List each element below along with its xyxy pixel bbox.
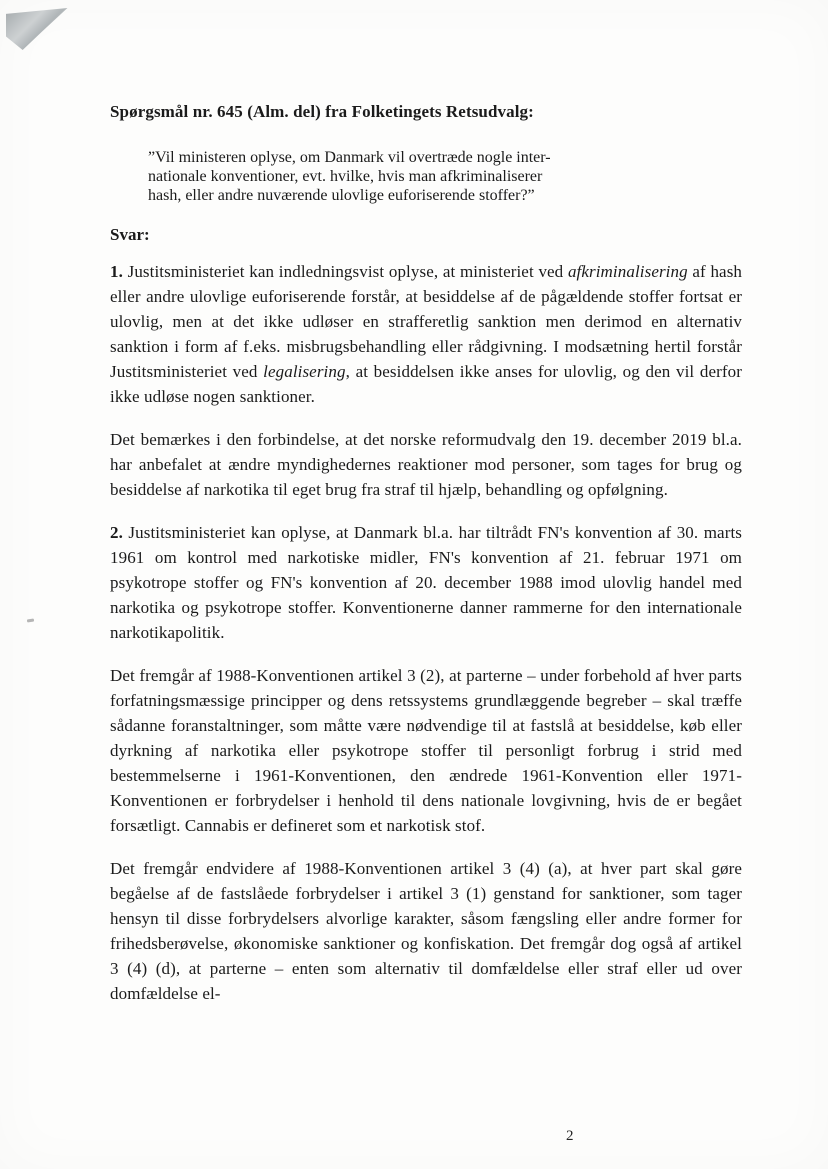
term-afkriminalisering: afkriminalisering (567, 262, 688, 281)
paragraph-3-text: Justitsministeriet kan oplyse, at Danmark bl.a. har tiltrådt FN's konvention af 30. marts 1961 om kontrol med narkotiske midler, FN's konvention af 21. februar 1971 om psykotrope stoffer og FN's konvention af 20. december 1988 imod ulovlig handel med narkotika og psykotrope stoffer. Konventionerne danner rammerne for den internationale narkotikapolitik. (110, 523, 742, 642)
quote-line-3: hash, eller andre nuværende ulovlige euforiserende stoffer?” (148, 187, 535, 204)
paragraph-5: Det fremgår endvidere af 1988-Konventionen artikel 3 (4) (a), at hver part skal gøre begåelse af de fastslåede forbrydelser i artikel 3 (1) genstand for sanktioner, som tager hensyn til disse forbrydelsers alvorlige karakter, såsom fængsling eller andre former for frihedsberøvelse, økonomiske sanktioner og konfiskation. Det fremgår dog også af artikel 3 (4) (d), at parterne – enten som alternativ til domfældelse eller straf eller ud over domfældelse el- (110, 859, 742, 1003)
paragraph-3-number: 2. (110, 523, 123, 542)
paragraph-1-text-b: af hash eller andre ulovlige euforiserende forstår, at besiddelse af de pågældende stoffer fortsat er ulovlig, men at det ikke udløser en strafferetlig sanktion men derimod en alternativ sanktion i form af f.eks. misbrugsbehandling eller rådgivning. I modsætning hertil forstår Justitsministeriet ved (110, 262, 743, 381)
document-content (110, 102, 742, 1024)
scan-artifact-corner-icon (6, 8, 70, 50)
paragraph-1-number: 1. (110, 262, 123, 281)
term-legalisering: legalisering (263, 362, 346, 381)
question-quote (148, 148, 638, 205)
paragraph-3 (110, 520, 742, 645)
question-heading: Spørgsmål nr. 645 (Alm. del) fra Folketingets Retsudvalg: (110, 102, 534, 121)
paragraph-1 (110, 259, 742, 409)
quote-line-2: nationale konventioner, evt. hvilke, hvis man afkriminaliserer (148, 168, 543, 185)
paragraph-2: Det bemærkes i den forbindelse, at det norske reformudvalg den 19. december 2019 bl.a. har anbefalet at ændre myndighedernes reaktioner mod personer, som tages for brug og besiddelse af narkotika til eget brug fra straf til hjælp, behandling og opfølgning. (110, 430, 742, 499)
answer-label: Svar: (110, 225, 150, 244)
page-number: 2 (566, 1128, 574, 1144)
scan-artifact-mark (27, 619, 34, 623)
quote-line-1: ”Vil ministeren oplyse, om Danmark vil overtræde nogle inter- (148, 149, 551, 166)
paragraph-4: Det fremgår af 1988-Konventionen artikel 3 (2), at parterne – under forbehold af hver parts forfatningsmæssige principper og dens retssystems grundlæggende begreber – skal træffe sådanne foranstaltninger, som måtte være nødvendige til at fastslå at besiddelse, køb eller dyrkning af narkotika eller psykotrope stoffer til personligt forbrug i strid med bestemmelserne i 1961-Konventionen, den ændrede 1961-Konvention eller 1971-Konventionen er forbrydelser i henhold til dens nationale lovgivning, hvis de er begået forsætligt. Cannabis er defineret som et narkotisk stof. (110, 666, 742, 835)
paragraph-1-text-c: , at besiddelsen ikke anses for ulovlig, og den vil derfor ikke udløse nogen sanktioner. (110, 362, 742, 406)
paragraph-1-text-a: Justitsministeriet kan indledningsvist oplyse, at ministeriet ved (122, 262, 568, 281)
